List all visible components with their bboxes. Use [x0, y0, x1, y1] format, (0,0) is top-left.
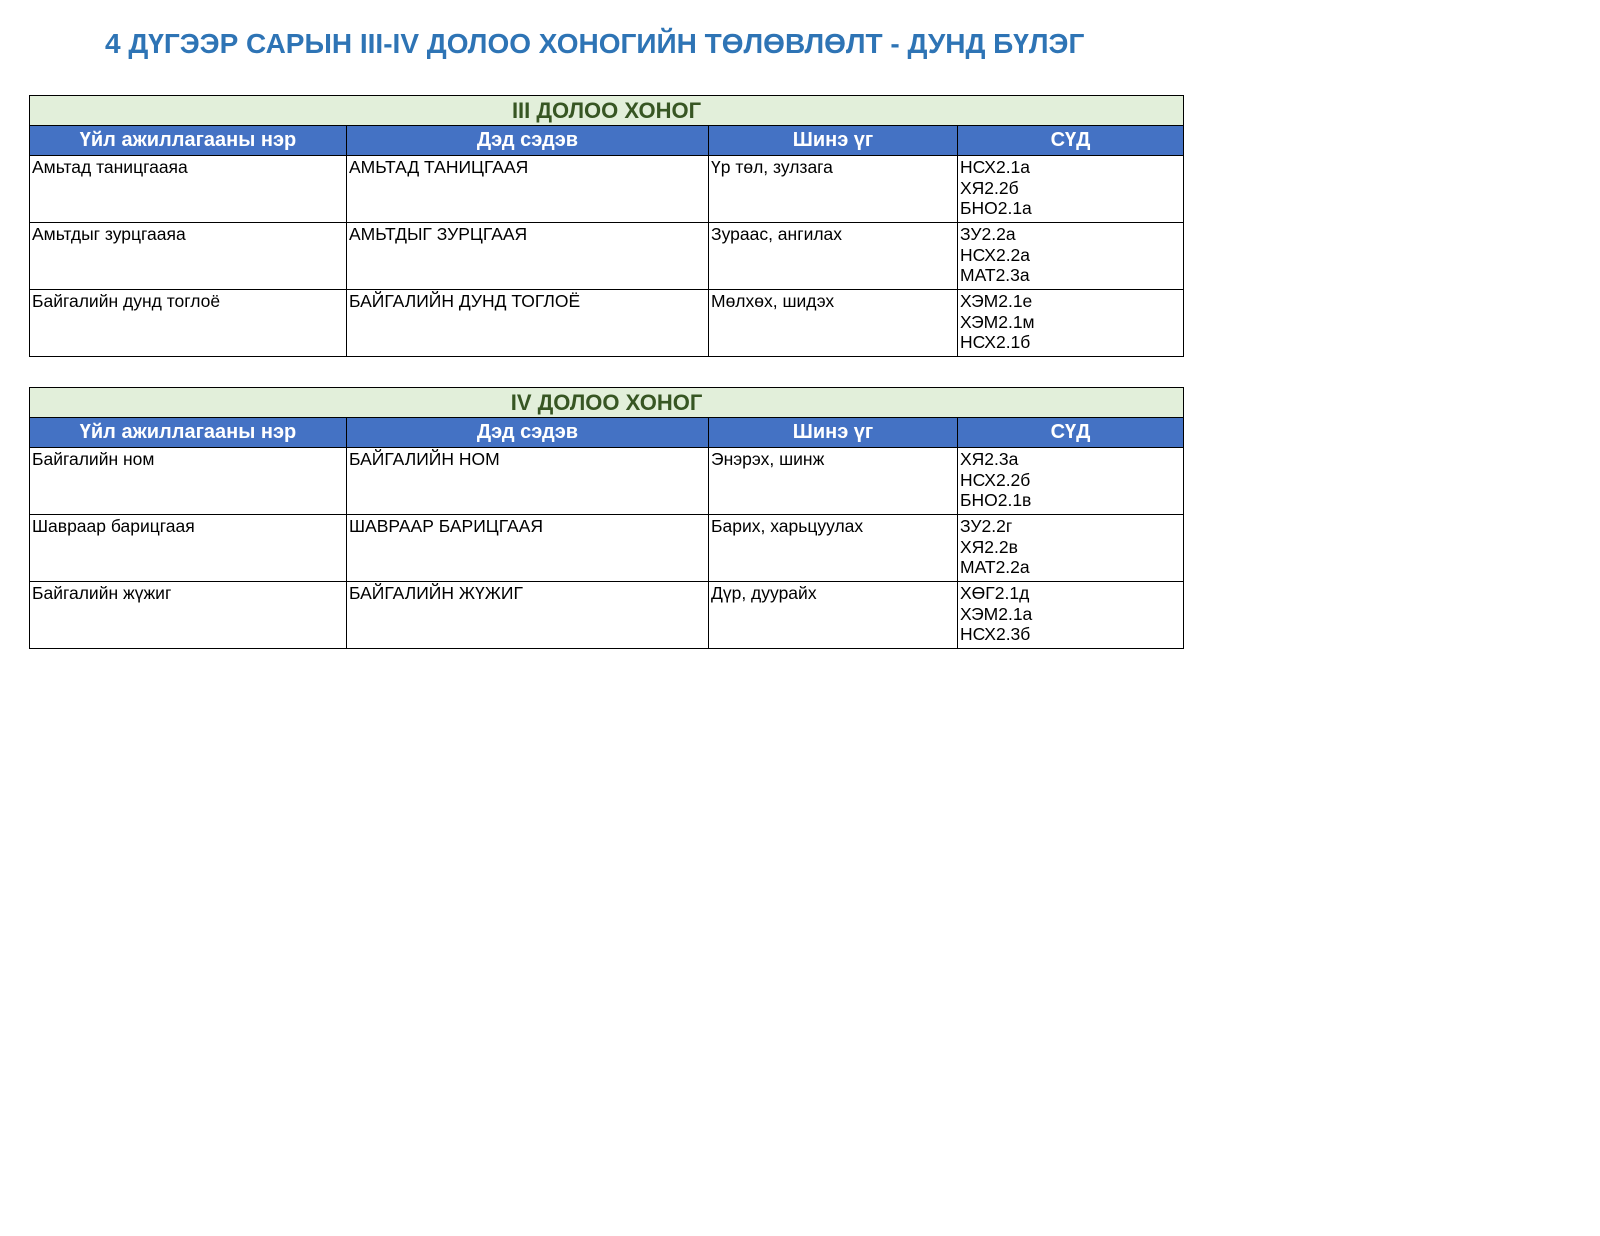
table-row: [30, 290, 1184, 357]
codes-cell: [958, 582, 1184, 649]
subtopic-cell: АМЬТДЫГ ЗУРЦГААЯ: [347, 223, 709, 290]
subtopic-cell: АМЬТАД ТАНИЦГААЯ: [347, 156, 709, 223]
table-row: [30, 156, 1184, 223]
code-item: ЗУ2.2а: [960, 224, 1016, 244]
new-words-cell: Үр төл, зулзага: [709, 156, 958, 223]
column-header-new-words: Шинэ үг: [709, 418, 958, 448]
codes-cell: [958, 223, 1184, 290]
code-item: ХЯ2.2в: [960, 536, 1018, 557]
column-header-subtopic: Дэд сэдэв: [347, 418, 709, 448]
codes-cell: [958, 515, 1184, 582]
code-item: НСХ2.2а: [960, 244, 1031, 265]
activity-cell: Шавраар барицгаая: [30, 515, 347, 582]
code-item: ЗУ2.2г: [960, 516, 1013, 536]
table-row: [30, 582, 1184, 649]
code-item: ХЭМ2.1а: [960, 603, 1033, 624]
week-table-3: [29, 95, 1184, 357]
new-words-cell: Дүр, дуурайх: [709, 582, 958, 649]
code-item: НСХ2.2б: [960, 469, 1031, 490]
code-item: НСХ2.3б: [960, 624, 1031, 644]
codes-cell: [958, 290, 1184, 357]
code-item: НСХ2.1а: [960, 157, 1031, 177]
table-row: [30, 223, 1184, 290]
codes-cell: [958, 156, 1184, 223]
new-words-cell: Энэрэх, шинж: [709, 448, 958, 515]
column-header-activity: Үйл ажиллагааны нэр: [30, 126, 347, 156]
table-row: [30, 515, 1184, 582]
subtopic-cell: БАЙГАЛИЙН ЖҮЖИГ: [347, 582, 709, 649]
code-item: БНО2.1в: [960, 490, 1032, 510]
column-header-activity: Үйл ажиллагааны нэр: [30, 418, 347, 448]
activity-cell: Амьтдыг зурцгааяа: [30, 223, 347, 290]
week-table-4: [29, 387, 1184, 649]
new-words-cell: Мөлхөх, шидэх: [709, 290, 958, 357]
week-title: III ДОЛОО ХОНОГ: [30, 96, 1184, 126]
activity-cell: Байгалийн ном: [30, 448, 347, 515]
codes-cell: [958, 448, 1184, 515]
subtopic-cell: ШАВРААР БАРИЦГААЯ: [347, 515, 709, 582]
subtopic-cell: БАЙГАЛИЙН ДУНД ТОГЛОЁ: [347, 290, 709, 357]
code-item: ХЯ2.3а: [960, 449, 1019, 469]
new-words-cell: Барих, харьцуулах: [709, 515, 958, 582]
code-item: ХӨГ2.1д: [960, 583, 1030, 603]
code-item: ХЯ2.2б: [960, 177, 1019, 198]
code-item: НСХ2.1б: [960, 332, 1031, 352]
code-item: МАТ2.3а: [960, 265, 1030, 285]
subtopic-cell: БАЙГАЛИЙН НОМ: [347, 448, 709, 515]
code-item: МАТ2.2а: [960, 557, 1030, 577]
code-item: ХЭМ2.1е: [960, 291, 1033, 311]
code-item: ХЭМ2.1м: [960, 311, 1035, 332]
activity-cell: Байгалийн жүжиг: [30, 582, 347, 649]
page-title: 4 ДҮГЭЭР САРЫН III-IV ДОЛОО ХОНОГИЙН ТӨЛӨВЛӨЛТ - ДУНД БҮЛЭГ: [105, 28, 1085, 59]
column-header-codes: СҮД: [958, 126, 1184, 156]
column-header-new-words: Шинэ үг: [709, 126, 958, 156]
table-row: [30, 448, 1184, 515]
week-title: IV ДОЛОО ХОНОГ: [30, 388, 1184, 418]
activity-cell: Байгалийн дунд тоглоё: [30, 290, 347, 357]
activity-cell: Амьтад таницгааяа: [30, 156, 347, 223]
column-header-codes: СҮД: [958, 418, 1184, 448]
code-item: БНО2.1а: [960, 198, 1032, 218]
new-words-cell: Зураас, ангилах: [709, 223, 958, 290]
column-header-subtopic: Дэд сэдэв: [347, 126, 709, 156]
